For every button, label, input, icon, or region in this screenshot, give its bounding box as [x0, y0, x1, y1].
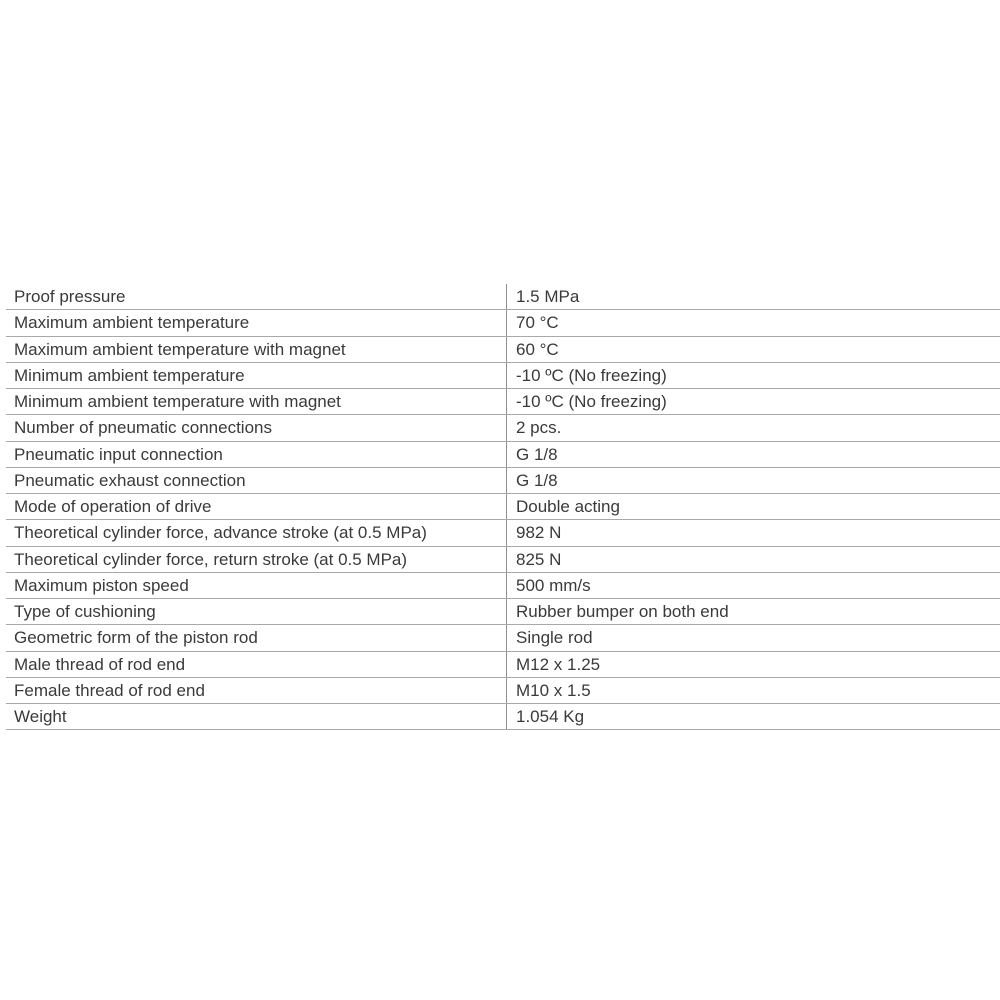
spec-label: Female thread of rod end	[6, 678, 507, 703]
table-row	[6, 547, 1000, 573]
spec-value: 1.054 Kg	[516, 707, 585, 726]
spec-label: Number of pneumatic connections	[6, 415, 507, 440]
table-row	[6, 678, 1000, 704]
spec-value: G 1/8	[516, 470, 558, 490]
spec-value: M12 x 1.25	[516, 654, 601, 674]
spec-value: -10 ºC (No freezing)	[516, 392, 667, 411]
spec-value: G 1/8	[516, 444, 558, 464]
spec-label: Maximum piston speed	[6, 573, 507, 598]
spec-label: Theoretical cylinder force, advance stroke (at 0.5 MPa)	[6, 520, 507, 545]
spec-table	[6, 284, 1000, 730]
spec-label: Maximum ambient temperature	[6, 310, 507, 335]
table-row	[6, 520, 1000, 546]
spec-label: Theoretical cylinder force, return stroke (at 0.5 MPa)	[6, 547, 507, 572]
table-row	[6, 573, 1000, 599]
table-row	[6, 468, 1000, 494]
spec-label: Pneumatic exhaust connection	[6, 468, 507, 493]
spec-value: Rubber bumper on both end	[516, 602, 729, 621]
table-row	[6, 704, 1000, 730]
table-row	[6, 415, 1000, 441]
table-row	[6, 310, 1000, 336]
table-row	[6, 625, 1000, 651]
spec-value: 500 mm/s	[516, 575, 591, 595]
table-row	[6, 652, 1000, 678]
table-row	[6, 363, 1000, 389]
spec-value: 70 °C	[516, 313, 559, 333]
spec-value: -10 ºC (No freezing)	[516, 365, 667, 385]
spec-value: 1.5 MPa	[516, 287, 580, 306]
table-row	[6, 599, 1000, 625]
table-row	[6, 337, 1000, 363]
spec-label: Geometric form of the piston rod	[6, 625, 507, 650]
spec-value: 982 N	[516, 523, 562, 543]
table-row	[6, 494, 1000, 520]
spec-label: Pneumatic input connection	[6, 442, 507, 467]
spec-label: Mode of operation of drive	[6, 494, 507, 519]
spec-value: 2 pcs.	[516, 418, 562, 438]
spec-label: Minimum ambient temperature with magnet	[6, 389, 507, 414]
spec-label: Maximum ambient temperature with magnet	[6, 337, 507, 362]
spec-value: 60 °C	[516, 339, 559, 359]
spec-label: Minimum ambient temperature	[6, 363, 507, 388]
spec-value: 825 N	[516, 549, 562, 569]
table-row	[6, 284, 1000, 310]
spec-label: Type of cushioning	[6, 599, 507, 624]
spec-label: Male thread of rod end	[6, 652, 507, 677]
table-row	[6, 442, 1000, 468]
spec-value: Double acting	[516, 497, 620, 516]
spec-value: Single rod	[516, 628, 593, 648]
table-row	[6, 389, 1000, 415]
spec-label: Weight	[6, 704, 507, 729]
spec-value: M10 x 1.5	[516, 680, 591, 700]
spec-label: Proof pressure	[6, 284, 507, 309]
